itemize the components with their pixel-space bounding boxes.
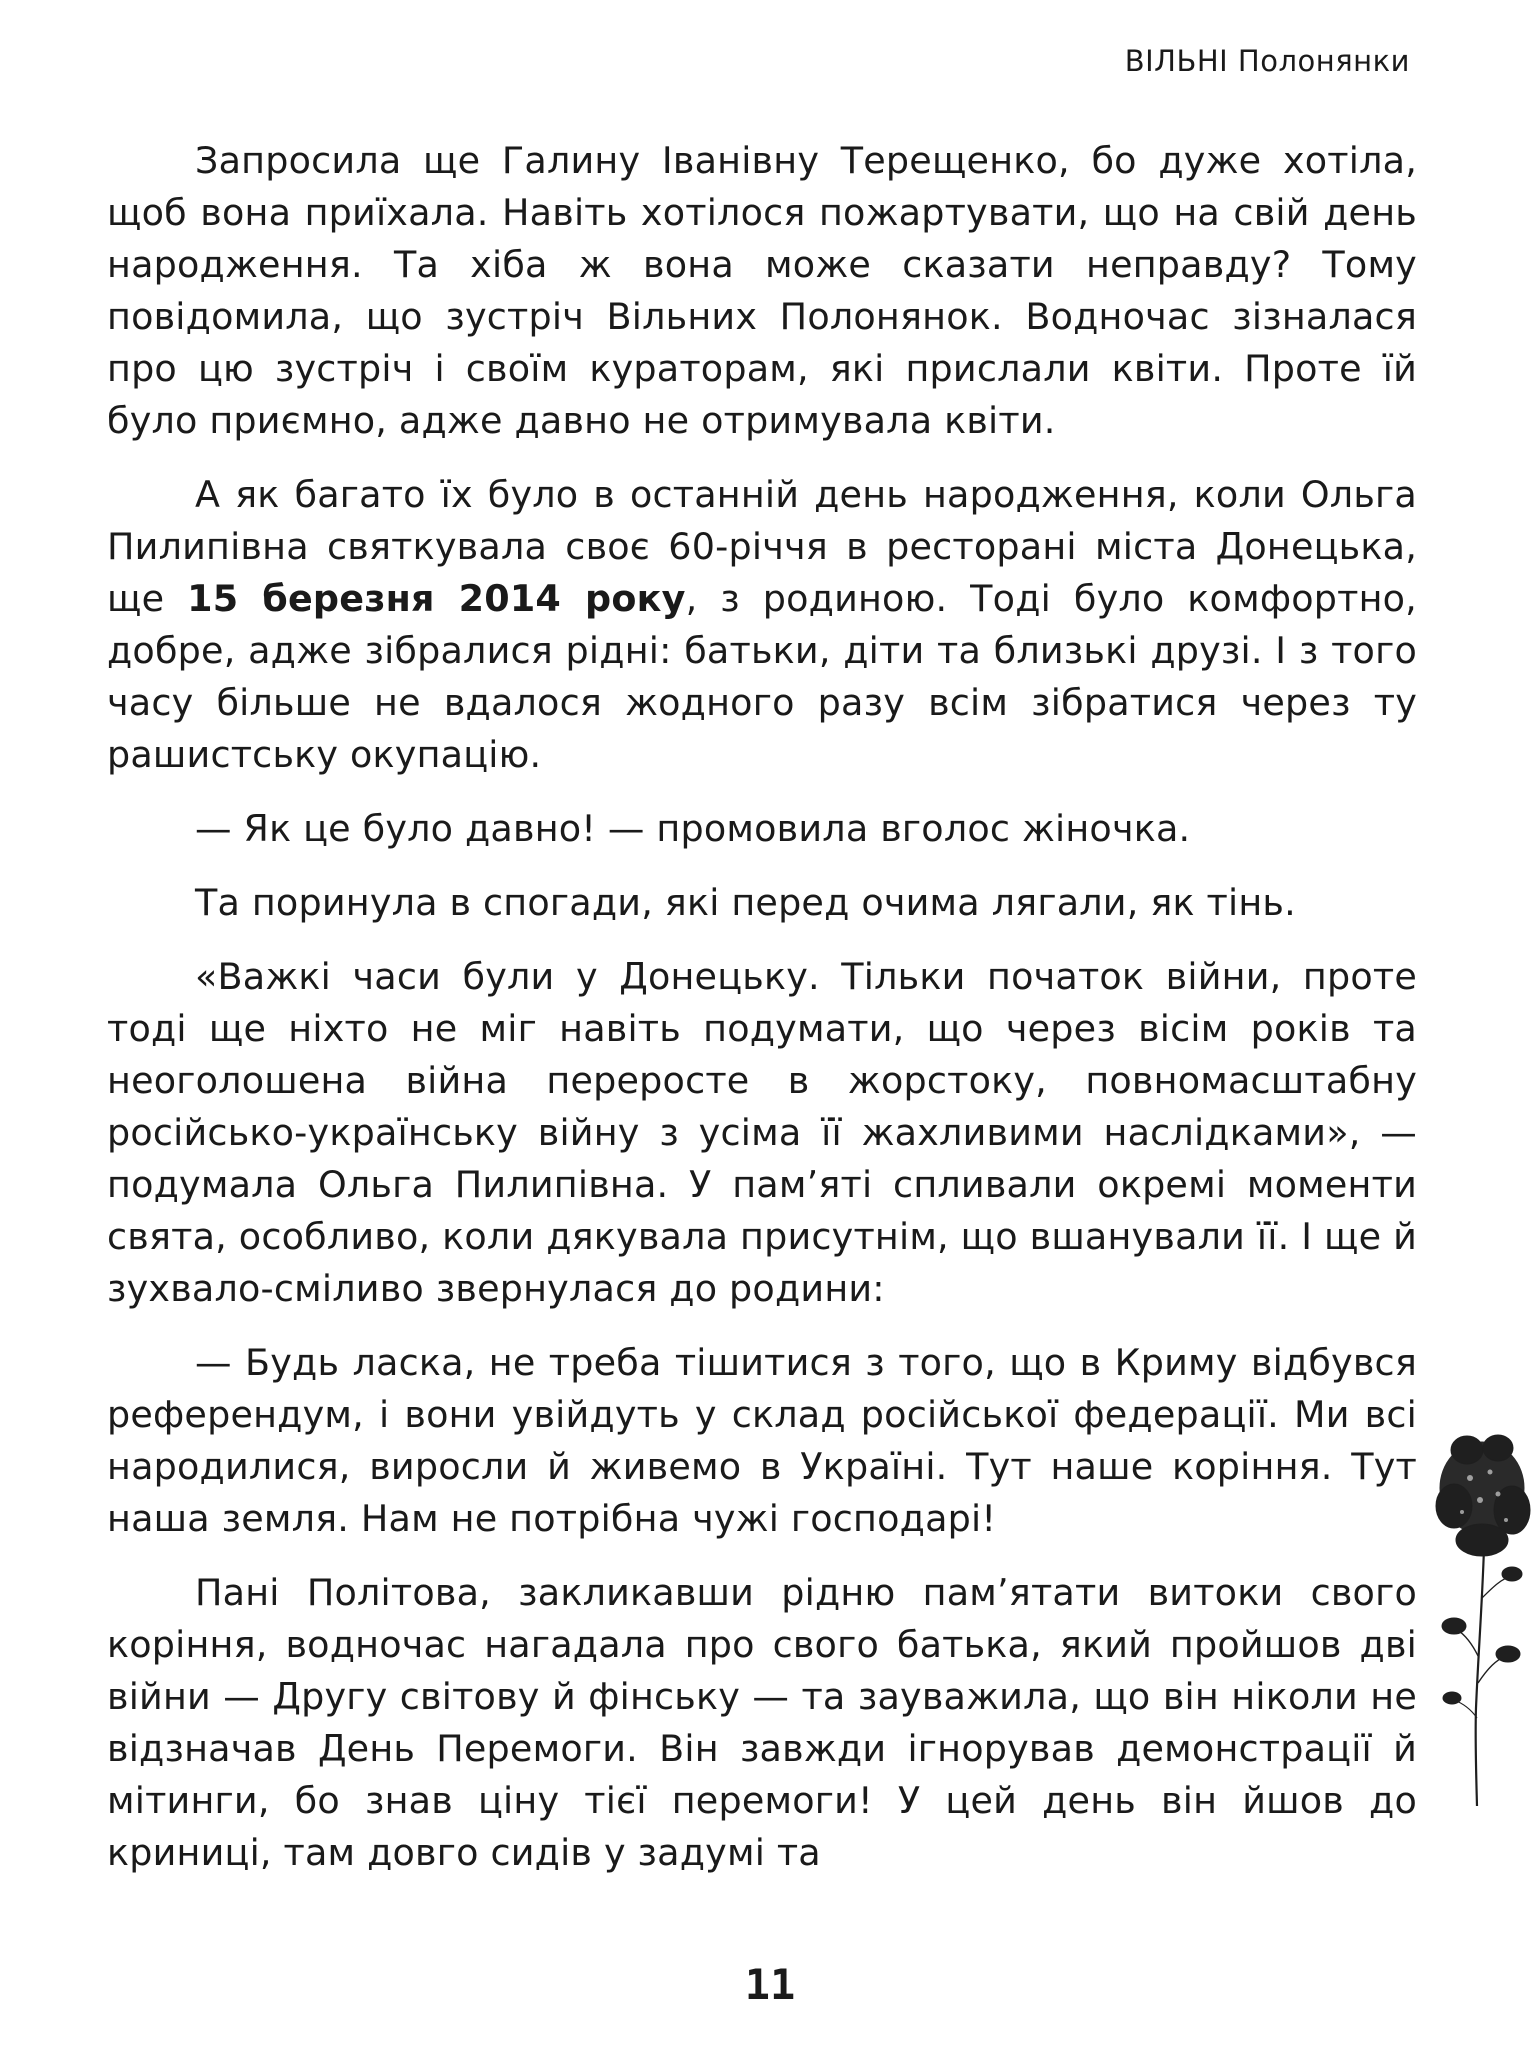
plant-illustration-icon (1432, 1428, 1532, 1808)
paragraph-4: Та поринула в спогади, які перед очима лягали, як тінь. (195, 881, 1296, 924)
paragraph-1: Запросила ще Галину Іванівну Терещенко, бо дуже хотіла, щоб вона приїхала. Навіть хотілося пожартувати, що на свій день народження. Та хіба ж вона може сказати неправду? Тому повідомила, що зустріч Вільних Полонянок. Водночас зізналася про цю зустріч і своїм кураторам, які прислали квіти. Проте їй було приємно, адже давно не отримувала квіти. (107, 139, 1417, 442)
paragraph-7: Пані Політова, закликавши рідню пам’ятати витоки свого коріння, водночас нагадала про свого батька, який пройшов дві війни — Другу світову й фінську — та зауважила, що він ніколи не відзначав День Перемоги. Він завжди ігнорував демонстрації й мітинги, бо знав ціну тієї перемоги! У цей день він йшов до криниці, там довго сидів у задумі та (107, 1571, 1417, 1874)
paragraph-6-dialogue: — Будь ласка, не треба тішитися з того, що в Криму відбувся референдум, і вони увійдуть у склад російської федерації. Ми всі народилися, виросли й живемо в Україні. Тут наше коріння. Тут наша земля. Нам не потрібна чужі господарі! (107, 1341, 1417, 1540)
page-number: 11 (744, 1960, 796, 2009)
paragraph-2-date: 15 березня 2014 року (187, 577, 686, 620)
paragraph-2 (107, 469, 1417, 781)
paragraph-5: «Важкі часи були у Донецьку. Тільки початок війни, проте тоді ще ніхто не міг навіть подумати, що через вісім років та неоголошена війна переросте в жорстоку, повномасштабну російсько-українську війну з усіма її жахливими наслідками», — подумала Ольга Пилипівна. У пам’яті спливали окремі моменти свята, особливо, коли дякувала присутнім, що вшанували її. І ще й зухвало-сміливо звернулася до родини: (107, 955, 1417, 1310)
paragraph-2-text-after: , з родиною. Тоді було комфортно, добре, адже зібралися рідні: батьки, діти та близькі друзі. І з того часу більше не вдалося жодного разу всім зібратися через ту рашистську окупацію. (107, 577, 1417, 776)
paragraph-2-text-before: А як багато їх було в останній день народження, коли Ольга Пилипівна святкувала своє 60-річчя в ресторані міста Донецька, ще (107, 473, 1417, 620)
running-header: ВІЛЬНІ Полонянки (1124, 44, 1410, 78)
page-body (107, 135, 1417, 1901)
paragraph-3-dialogue: — Як це було давно! — промовила вголос жіночка. (195, 807, 1191, 850)
